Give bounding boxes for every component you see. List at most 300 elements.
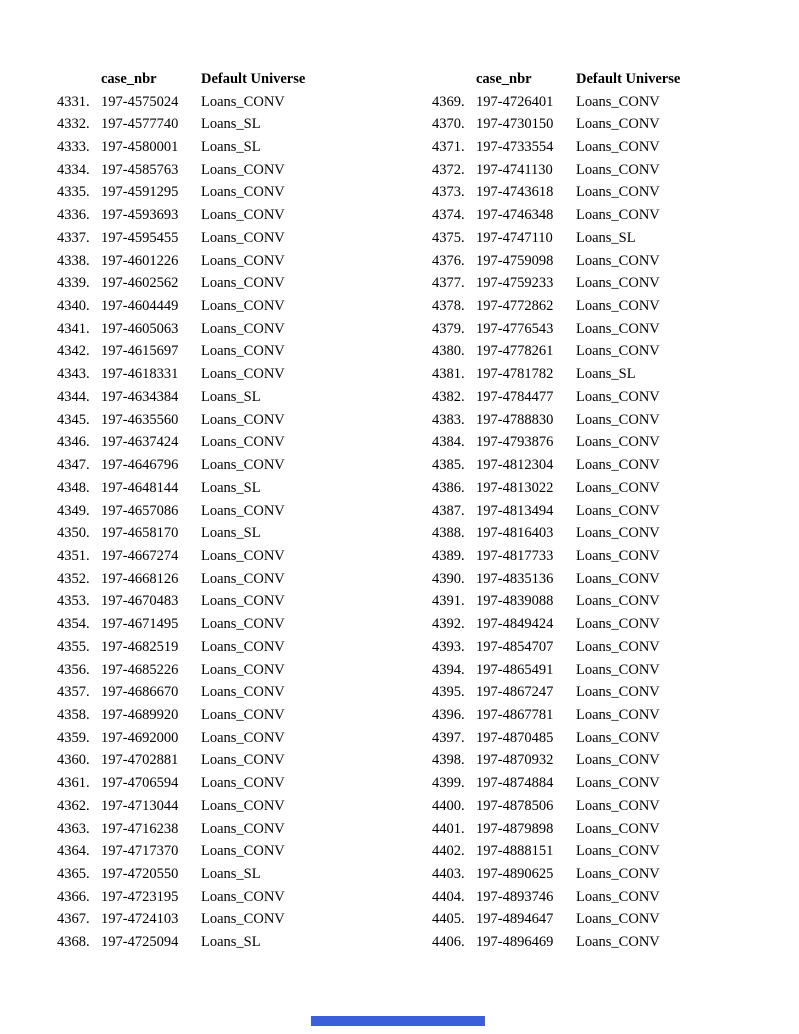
case-table-right	[432, 68, 716, 954]
row-number: 4378.	[432, 298, 465, 315]
table-row	[57, 613, 341, 636]
table-row	[432, 681, 716, 704]
case-number: 197-4637424	[101, 434, 179, 451]
row-number: 4354.	[57, 616, 90, 633]
table-row	[432, 409, 716, 432]
row-number: 4345.	[57, 411, 90, 428]
table-row	[432, 863, 716, 886]
table-row	[432, 568, 716, 591]
universe-value: Loans_CONV	[576, 888, 660, 905]
universe-value: Loans_CONV	[576, 457, 660, 474]
case-number: 197-4812304	[476, 457, 554, 474]
row-number: 4338.	[57, 252, 90, 269]
row-number: 4390.	[432, 570, 465, 587]
universe-value: Loans_CONV	[576, 934, 660, 951]
case-number: 197-4724103	[101, 911, 179, 928]
row-number: 4331.	[57, 93, 90, 110]
column-header-default-universe: Default Universe	[201, 70, 306, 87]
row-number: 4396.	[432, 706, 465, 723]
row-number: 4379.	[432, 320, 465, 337]
case-number: 197-4870485	[476, 729, 554, 746]
row-number: 4335.	[57, 184, 90, 201]
case-number: 197-4835136	[476, 570, 554, 587]
universe-value: Loans_CONV	[201, 570, 285, 587]
row-number: 4350.	[57, 525, 90, 542]
table-row	[432, 386, 716, 409]
case-number: 197-4685226	[101, 661, 179, 678]
row-number: 4355.	[57, 638, 90, 655]
row-number: 4336.	[57, 207, 90, 224]
table-row	[432, 227, 716, 250]
universe-value: Loans_CONV	[576, 320, 660, 337]
universe-value: Loans_SL	[576, 229, 636, 246]
universe-value: Loans_CONV	[201, 820, 285, 837]
row-number: 4370.	[432, 116, 465, 133]
case-number: 197-4668126	[101, 570, 179, 587]
case-number: 197-4733554	[476, 139, 554, 156]
table-row	[432, 182, 716, 205]
row-number: 4337.	[57, 229, 90, 246]
universe-value: Loans_CONV	[576, 911, 660, 928]
row-number: 4384.	[432, 434, 465, 451]
case-number: 197-4716238	[101, 820, 179, 837]
universe-value: Loans_SL	[201, 934, 261, 951]
case-number: 197-4730150	[476, 116, 554, 133]
table-row	[432, 136, 716, 159]
row-number: 4372.	[432, 161, 465, 178]
table-row	[432, 772, 716, 795]
table-row	[57, 363, 341, 386]
row-number: 4342.	[57, 343, 90, 360]
row-number: 4392.	[432, 616, 465, 633]
universe-value: Loans_CONV	[576, 161, 660, 178]
case-number: 197-4743618	[476, 184, 554, 201]
table-body-left	[57, 91, 341, 954]
universe-value: Loans_CONV	[201, 207, 285, 224]
table-row	[57, 931, 341, 954]
universe-value: Loans_CONV	[576, 252, 660, 269]
case-number: 197-4689920	[101, 706, 179, 723]
row-number: 4400.	[432, 797, 465, 814]
universe-value: Loans_CONV	[201, 706, 285, 723]
row-number: 4358.	[57, 706, 90, 723]
case-number: 197-4702881	[101, 752, 179, 769]
row-number: 4404.	[432, 888, 465, 905]
row-number: 4394.	[432, 661, 465, 678]
table-row	[57, 204, 341, 227]
case-number: 197-4747110	[476, 229, 553, 246]
universe-value: Loans_CONV	[576, 434, 660, 451]
universe-value: Loans_CONV	[201, 93, 285, 110]
table-row	[432, 795, 716, 818]
universe-value: Loans_SL	[576, 366, 636, 383]
case-number: 197-4878506	[476, 797, 554, 814]
universe-value: Loans_CONV	[201, 434, 285, 451]
row-number: 4403.	[432, 866, 465, 883]
case-number: 197-4605063	[101, 320, 179, 337]
case-number: 197-4634384	[101, 388, 179, 405]
universe-value: Loans_CONV	[201, 502, 285, 519]
case-number: 197-4772862	[476, 298, 554, 315]
universe-value: Loans_CONV	[201, 843, 285, 860]
universe-value: Loans_CONV	[201, 797, 285, 814]
case-number: 197-4602562	[101, 275, 179, 292]
case-number: 197-4759233	[476, 275, 554, 292]
universe-value: Loans_CONV	[201, 184, 285, 201]
row-number: 4388.	[432, 525, 465, 542]
universe-value: Loans_SL	[201, 116, 261, 133]
row-number: 4343.	[57, 366, 90, 383]
table-row	[432, 477, 716, 500]
table-row	[432, 750, 716, 773]
table-row	[57, 113, 341, 136]
table-row	[57, 454, 341, 477]
row-number: 4386.	[432, 479, 465, 496]
row-number: 4365.	[57, 866, 90, 883]
table-row	[432, 931, 716, 954]
universe-value: Loans_SL	[201, 525, 261, 542]
table-row	[57, 386, 341, 409]
row-number: 4397.	[432, 729, 465, 746]
case-number: 197-4778261	[476, 343, 554, 360]
universe-value: Loans_CONV	[576, 388, 660, 405]
row-number: 4393.	[432, 638, 465, 655]
table-row	[57, 750, 341, 773]
table-row	[57, 477, 341, 500]
universe-value: Loans_CONV	[576, 820, 660, 837]
case-number: 197-4670483	[101, 593, 179, 610]
row-number: 4357.	[57, 684, 90, 701]
row-number: 4380.	[432, 343, 465, 360]
row-number: 4391.	[432, 593, 465, 610]
row-number: 4369.	[432, 93, 465, 110]
universe-value: Loans_CONV	[576, 207, 660, 224]
row-number: 4340.	[57, 298, 90, 315]
row-number: 4368.	[57, 934, 90, 951]
table-row	[57, 136, 341, 159]
row-number: 4405.	[432, 911, 465, 928]
case-number: 197-4726401	[476, 93, 554, 110]
row-number: 4373.	[432, 184, 465, 201]
universe-value: Loans_CONV	[576, 479, 660, 496]
case-number: 197-4879898	[476, 820, 554, 837]
case-number: 197-4874884	[476, 775, 554, 792]
case-number: 197-4893746	[476, 888, 554, 905]
case-number: 197-4817733	[476, 547, 554, 564]
case-number: 197-4648144	[101, 479, 179, 496]
row-number: 4406.	[432, 934, 465, 951]
universe-value: Loans_CONV	[201, 229, 285, 246]
row-number: 4339.	[57, 275, 90, 292]
case-number: 197-4784477	[476, 388, 554, 405]
table-row	[57, 318, 341, 341]
row-number: 4395.	[432, 684, 465, 701]
table-row	[57, 636, 341, 659]
universe-value: Loans_CONV	[576, 638, 660, 655]
table-row	[432, 840, 716, 863]
case-number: 197-4706594	[101, 775, 179, 792]
table-row	[432, 295, 716, 318]
universe-value: Loans_CONV	[201, 320, 285, 337]
table-row	[432, 613, 716, 636]
universe-value: Loans_SL	[201, 388, 261, 405]
case-number: 197-4894647	[476, 911, 554, 928]
row-number: 4347.	[57, 457, 90, 474]
table-row	[57, 840, 341, 863]
table-row	[57, 91, 341, 114]
case-table-left	[57, 68, 341, 954]
case-number: 197-4720550	[101, 866, 179, 883]
case-number: 197-4646796	[101, 457, 179, 474]
universe-value: Loans_CONV	[576, 184, 660, 201]
row-number: 4352.	[57, 570, 90, 587]
table-row	[432, 341, 716, 364]
row-number: 4381.	[432, 366, 465, 383]
row-number: 4377.	[432, 275, 465, 292]
universe-value: Loans_CONV	[576, 411, 660, 428]
universe-value: Loans_CONV	[576, 525, 660, 542]
case-number: 197-4793876	[476, 434, 554, 451]
universe-value: Loans_CONV	[576, 684, 660, 701]
row-number: 4362.	[57, 797, 90, 814]
row-number: 4376.	[432, 252, 465, 269]
universe-value: Loans_CONV	[576, 797, 660, 814]
case-number: 197-4717370	[101, 843, 179, 860]
row-number: 4399.	[432, 775, 465, 792]
case-number: 197-4615697	[101, 343, 179, 360]
universe-value: Loans_SL	[201, 139, 261, 156]
table-row	[57, 250, 341, 273]
case-number: 197-4723195	[101, 888, 179, 905]
row-number: 4348.	[57, 479, 90, 496]
table-row	[57, 772, 341, 795]
universe-value: Loans_CONV	[201, 888, 285, 905]
case-number: 197-4601226	[101, 252, 179, 269]
universe-value: Loans_CONV	[576, 616, 660, 633]
table-row	[432, 545, 716, 568]
row-number: 4333.	[57, 139, 90, 156]
table-row	[432, 204, 716, 227]
universe-value: Loans_CONV	[576, 139, 660, 156]
universe-value: Loans_CONV	[201, 547, 285, 564]
universe-value: Loans_CONV	[201, 616, 285, 633]
table-row	[432, 363, 716, 386]
universe-value: Loans_CONV	[576, 343, 660, 360]
column-header-case-nbr: case_nbr	[101, 70, 157, 87]
case-number: 197-4781782	[476, 366, 554, 383]
universe-value: Loans_CONV	[201, 729, 285, 746]
case-number: 197-4667274	[101, 547, 179, 564]
table-row	[432, 272, 716, 295]
column-header-default-universe: Default Universe	[576, 70, 681, 87]
table-row	[57, 863, 341, 886]
table-row	[57, 227, 341, 250]
table-row	[57, 591, 341, 614]
table-header-row	[432, 68, 716, 91]
table-header-row	[57, 68, 341, 91]
table-row	[432, 591, 716, 614]
case-number: 197-4577740	[101, 116, 179, 133]
row-number: 4344.	[57, 388, 90, 405]
table-row	[57, 568, 341, 591]
table-row	[57, 341, 341, 364]
case-number: 197-4788830	[476, 411, 554, 428]
universe-value: Loans_CONV	[576, 298, 660, 315]
column-header-case-nbr: case_nbr	[476, 70, 532, 87]
table-row	[432, 909, 716, 932]
case-number: 197-4593693	[101, 207, 179, 224]
universe-value: Loans_CONV	[201, 298, 285, 315]
case-number: 197-4575024	[101, 93, 179, 110]
universe-value: Loans_CONV	[576, 116, 660, 133]
universe-value: Loans_CONV	[576, 706, 660, 723]
row-number: 4351.	[57, 547, 90, 564]
table-row	[432, 522, 716, 545]
case-number: 197-4585763	[101, 161, 179, 178]
universe-value: Loans_CONV	[201, 661, 285, 678]
case-number: 197-4595455	[101, 229, 179, 246]
universe-value: Loans_CONV	[576, 775, 660, 792]
table-row	[57, 522, 341, 545]
table-row	[432, 159, 716, 182]
row-number: 4334.	[57, 161, 90, 178]
case-number: 197-4813022	[476, 479, 554, 496]
universe-value: Loans_CONV	[576, 275, 660, 292]
universe-value: Loans_CONV	[576, 547, 660, 564]
case-number: 197-4816403	[476, 525, 554, 542]
universe-value: Loans_CONV	[576, 502, 660, 519]
row-number: 4382.	[432, 388, 465, 405]
table-row	[432, 318, 716, 341]
table-row	[57, 295, 341, 318]
case-number: 197-4658170	[101, 525, 179, 542]
row-number: 4389.	[432, 547, 465, 564]
table-row	[432, 727, 716, 750]
row-number: 4385.	[432, 457, 465, 474]
universe-value: Loans_CONV	[576, 593, 660, 610]
case-number: 197-4776543	[476, 320, 554, 337]
row-number: 4371.	[432, 139, 465, 156]
table-row	[432, 886, 716, 909]
row-number: 4360.	[57, 752, 90, 769]
table-row	[57, 182, 341, 205]
row-number: 4364.	[57, 843, 90, 860]
table-row	[57, 545, 341, 568]
table-row	[432, 250, 716, 273]
row-number: 4401.	[432, 820, 465, 837]
table-row	[432, 500, 716, 523]
universe-value: Loans_CONV	[201, 457, 285, 474]
case-number: 197-4618331	[101, 366, 179, 383]
universe-value: Loans_CONV	[201, 343, 285, 360]
universe-value: Loans_CONV	[576, 570, 660, 587]
table-row	[57, 159, 341, 182]
case-number: 197-4686670	[101, 684, 179, 701]
case-number: 197-4896469	[476, 934, 554, 951]
table-row	[57, 909, 341, 932]
row-number: 4383.	[432, 411, 465, 428]
table-row	[432, 454, 716, 477]
case-number: 197-4692000	[101, 729, 179, 746]
universe-value: Loans_CONV	[576, 752, 660, 769]
table-row	[432, 818, 716, 841]
universe-value: Loans_CONV	[201, 411, 285, 428]
case-number: 197-4657086	[101, 502, 179, 519]
table-row	[432, 704, 716, 727]
table-row	[57, 272, 341, 295]
case-number: 197-4682519	[101, 638, 179, 655]
table-row	[57, 886, 341, 909]
row-number: 4387.	[432, 502, 465, 519]
row-number: 4402.	[432, 843, 465, 860]
case-number: 197-4713044	[101, 797, 179, 814]
universe-value: Loans_CONV	[576, 843, 660, 860]
case-number: 197-4854707	[476, 638, 554, 655]
case-number: 197-4591295	[101, 184, 179, 201]
row-number: 4361.	[57, 775, 90, 792]
case-number: 197-4865491	[476, 661, 554, 678]
table-row	[432, 91, 716, 114]
row-number: 4341.	[57, 320, 90, 337]
row-number: 4366.	[57, 888, 90, 905]
table-row	[57, 659, 341, 682]
table-body-right	[432, 91, 716, 954]
case-number: 197-4725094	[101, 934, 179, 951]
case-number: 197-4813494	[476, 502, 554, 519]
row-number: 4332.	[57, 116, 90, 133]
row-number: 4356.	[57, 661, 90, 678]
universe-value: Loans_CONV	[201, 638, 285, 655]
row-number: 4374.	[432, 207, 465, 224]
case-number: 197-4890625	[476, 866, 554, 883]
row-number: 4398.	[432, 752, 465, 769]
universe-value: Loans_CONV	[576, 93, 660, 110]
universe-value: Loans_CONV	[576, 866, 660, 883]
table-row	[57, 500, 341, 523]
universe-value: Loans_CONV	[201, 752, 285, 769]
universe-value: Loans_SL	[201, 479, 261, 496]
universe-value: Loans_SL	[201, 866, 261, 883]
case-number: 197-4741130	[476, 161, 553, 178]
row-number: 4363.	[57, 820, 90, 837]
case-number: 197-4746348	[476, 207, 554, 224]
table-row	[57, 795, 341, 818]
table-row	[57, 704, 341, 727]
row-number: 4359.	[57, 729, 90, 746]
table-row	[432, 432, 716, 455]
universe-value: Loans_CONV	[201, 275, 285, 292]
table-row	[57, 818, 341, 841]
universe-value: Loans_CONV	[201, 161, 285, 178]
row-number: 4375.	[432, 229, 465, 246]
table-row	[432, 659, 716, 682]
table-row	[57, 409, 341, 432]
universe-value: Loans_CONV	[576, 729, 660, 746]
case-number: 197-4849424	[476, 616, 554, 633]
case-number: 197-4759098	[476, 252, 554, 269]
universe-value: Loans_CONV	[576, 661, 660, 678]
universe-value: Loans_CONV	[201, 911, 285, 928]
footer-accent-bar	[311, 1016, 485, 1026]
case-number: 197-4867781	[476, 706, 554, 723]
case-number: 197-4839088	[476, 593, 554, 610]
table-row	[57, 681, 341, 704]
case-number: 197-4604449	[101, 298, 179, 315]
row-number: 4353.	[57, 593, 90, 610]
table-row	[432, 113, 716, 136]
case-number: 197-4888151	[476, 843, 554, 860]
universe-value: Loans_CONV	[201, 684, 285, 701]
